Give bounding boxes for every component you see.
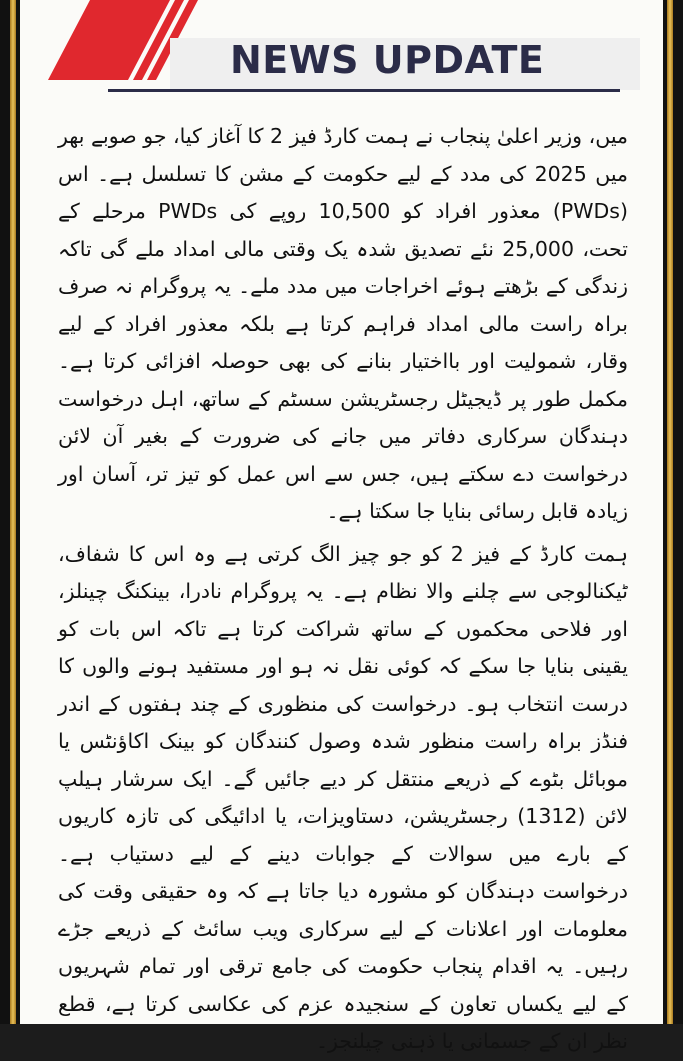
article-paragraph: ہمت کارڈ کے فیز 2 کو جو چیز الگ کرتی ہے وہ اس کا شفاف، ٹیکنالوجی سے چلنے والا نظام ہے۔ یہ پروگرام نادرا، بینکنگ چینلز، اور فلاحی محکموں کے ساتھ شراکت کرتا ہے تاکہ اس بات کو یقینی بنایا جا سکے کہ کوئی نقل نہ ہو اور مستفید ہونے والوں کا درست انتخاب ہو۔ درخواست کی منظوری کے چند ہفتوں کے اندر فنڈز براہ راست منظور شدہ وصول کنندگان کو بینک اکاؤنٹس یا موبائل بٹوے کے ذریعے منتقل کر دیے جائیں گے۔ ایک سرشار ہیلپ لائن (1312) رجسٹریشن، دستاویزات، یا ادائیگی کی تازہ کاریوں کے بارے میں سوالات کے جوابات دینے کے لیے دستیاب ہے۔ درخواست دہندگان کو مشورہ دیا جاتا ہے کہ وہ حقیقی وقت کی معلومات اور اعلانات کے لیے سرکاری ویب سائٹ کے ذریعے جڑے رہیں۔ یہ اقدام پنجاب حکومت کی جامع ترقی اور تمام شہریوں کے لیے یکساں تعاون کے سنجیدہ عزم کی عکاسی کرتا ہے، قطع نظر ان کے جسمانی یا ذہنی چیلنجز۔: [58, 541, 628, 1053]
article-paragraph: میں، وزیر اعلیٰ پنجاب نے ہمت کارڈ فیز 2 کا آغاز کیا، جو صوبے بھر میں 2025 کی مدد کے لیے حکومت کے مشن کا تسلسل ہے۔ اس (PWDs) معذور افراد کو 10,500 روپے کی PWDs مرحلے کے تحت، 25,000 نئے تصدیق شدہ یک وقتی مالی امداد ملے گی تاکہ زندگی کے بڑھتے ہوئے اخراجات میں مدد ملے۔ یہ پروگرام نہ صرف براہ راست مالی امداد فراہم کرتا ہے بلکہ معذور افراد کے لیے وقار، شمولیت اور بااختیار بنانے کی بھی حوصلہ افزائی کرتا ہے۔ مکمل طور پر ڈیجیٹل رجسٹریشن سسٹم کے ساتھ، اہل درخواست دہندگان سرکاری دفاتر میں جانے کی ضرورت کے بغیر آن لائن درخواست دے سکتے ہیں، جس سے اس عمل کو تیز تر، آسان اور زیادہ قابل رسائی بنایا جا سکتا ہے۔: [58, 124, 629, 523]
frame-border-left: [10, 0, 16, 1024]
frame-border-right: [667, 0, 673, 1024]
title-underline: [108, 89, 620, 92]
page-title: NEWS UPDATE: [230, 38, 545, 82]
header-banner: [20, 0, 663, 110]
article-body: [58, 118, 629, 1053]
article-card: [20, 0, 663, 1053]
